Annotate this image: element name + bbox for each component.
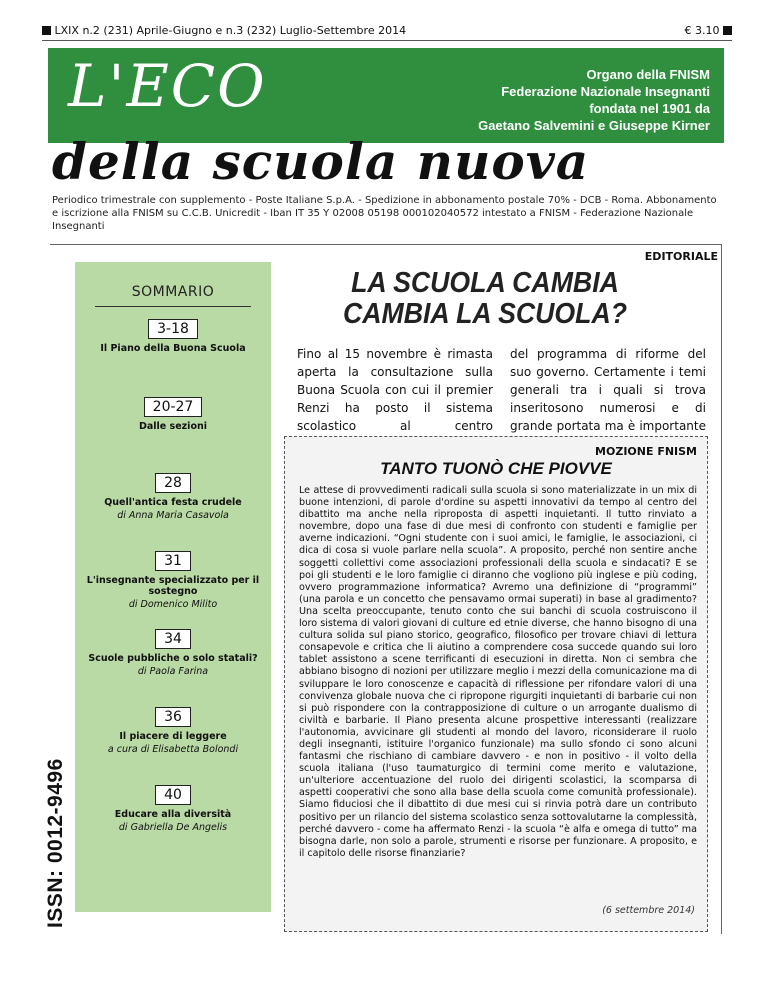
header-rule	[42, 40, 732, 41]
toc-item[interactable]	[75, 472, 271, 521]
toc-item[interactable]	[75, 550, 271, 610]
toc-author: di Domenico Milito	[128, 599, 218, 610]
issue-info	[42, 24, 406, 37]
editorial-column: Fino al 15 novembre è rimasta aperta la consultazione sulla Buona Scuola con cui il premier Renzi ha posto il sistema scolastico al centro	[297, 347, 493, 433]
toc-title: L'insegnante specializzato per il sostegno	[86, 575, 260, 597]
toc-heading: SOMMARIO	[131, 284, 215, 300]
toc-title: Il Piano della Buona Scuola	[100, 343, 246, 354]
organ-description	[478, 66, 710, 134]
toc-page-number: 36	[155, 707, 191, 727]
editorial-headline	[301, 268, 669, 330]
mozione-box	[284, 436, 708, 932]
mozione-tag: MOZIONE FNISM	[595, 445, 697, 458]
publication-notice: Periodico trimestrale con supplemento - Poste Italiane S.p.A. - Spedizione in abbonamento postale 70% - DCB - Roma. Abbonamento e iscrizione alla FNISM su C.C.B. Unicredit - Iban IT 35 Y 02008 05198 000102040572 intestato a FNISM - Federazione Nazionale Insegnanti	[52, 195, 717, 232]
toc-divider	[95, 306, 251, 307]
headline-line: LA SCUOLA CAMBIA	[351, 267, 619, 299]
toc-author: di Anna Maria Casavola	[117, 510, 229, 521]
organ-line: fondata nel 1901 da	[589, 101, 710, 116]
toc-title: Educare alla diversità	[114, 809, 232, 820]
toc-page-number: 20-27	[144, 397, 203, 417]
square-bullet-icon	[723, 26, 732, 35]
headline-line: CAMBIA LA SCUOLA?	[342, 298, 628, 330]
issue-text: LXIX n.2 (231) Aprile-Giugno e n.3 (232) Luglio-Settembre 2014	[54, 24, 407, 37]
toc-page-number: 31	[155, 551, 191, 571]
toc-title: Dalle sezioni	[139, 421, 207, 432]
square-bullet-icon	[42, 26, 51, 35]
editorial-tag: EDITORIALE	[644, 250, 718, 263]
toc-title: Il piacere di leggere	[119, 731, 227, 742]
toc-item[interactable]	[75, 318, 271, 354]
masthead-subtitle: della scuola nuova	[52, 132, 590, 191]
toc-item[interactable]	[75, 706, 271, 755]
toc-page-number: 34	[155, 629, 191, 649]
organ-line: Federazione Nazionale Insegnanti	[501, 84, 710, 99]
price-info	[685, 24, 733, 37]
masthead-title: L'ECO	[68, 52, 267, 120]
toc-author: a cura di Elisabetta Bolondi	[107, 744, 239, 755]
issue-bar	[42, 24, 732, 40]
mozione-body: Le attese di provvedimenti radicali sulla scuola si sono materializzate in un mix di buone intenzioni, di parole d'ordine su aspetti innovativi da tempo al centro del dibattito ma anche nella riproposta di aspetti inquietanti. Il tutto rinviato a novembre, dopo una fase di due mesi di confronto con studenti e famiglie per averne indicazioni. “Ogni studente con i suoi amici, le famiglie, le associazioni, ci dica di cosa si vuole parlare nella scuola”. A proposito, perché non sentire anche soggetti collettivi come associazioni professionali della scuola e sindacati? E se poi gli studenti e le loro famiglie ci diranno che vogliono più inglese e più coding, ovvero programmazione informatica? Avremo una definizione di “programmi” (una parola e un concetto che pensavamo ormai superati) in base al gradimento? Una scelta preoccupante, tenuto conto che sui banchi di scuola costruiscono il loro sistema di valori giovani di culture ed etnie diverse, che hanno bisogno di una cultura solida sul piano storico, geografico, filosofico per trovare chiavi di lettura consapevole e critica che li aiutino a comprendere cosa succede quando sui loro tablet assistono a scene terrificanti di esecuzioni in diretta. Non ci sembra che abbiano bisogno di nozioni per utilizzare meglio i mezzi della comunicazione ma di sviluppare le loro conoscenze e capacità di riflessione per rifondare valori di una convivenza globale nuova che ci ripropone rigurgiti inquietanti di barbarie cui non si può rispondere con la contrapposizione di culture o un arrogante dualismo di civiltà e barbarie. Il Piano presenta alcune prospettive interessanti (realizzare l'autonomia, avvicinare gli studenti al mondo del lavoro, riconsiderare il ruolo degli insegnanti, istituire l'organico funzionale) ma sullo sfondo ci sono alcuni fantasmi che rischiano di cambiare davvero - e non in positivo - il volto della scuola italiana (l'uso taumaturgico di termini come merito e valutazione, un'ulteriore accentuazione del ruolo dei dirigenti scolastici, la scomparsa di aspetti cooperativi che sono alla base della scuola come comunità professionale). Siamo fiduciosi che il dibattito di due mesi cui si rinvia potrà dare un contributo positivo per un rilancio del sistema scolastico senza sottovalutarne la complessità, perché davvero - come ha affermato Renzi - la scuola “è alfa e omega di tutto” ma bisogna darle, non solo a parole, strumenti e risorse per funzionare. A proposito, e il capitolo delle risorse finanziarie?	[299, 485, 697, 859]
mozione-date: (6 settembre 2014)	[602, 905, 695, 916]
toc-author: di Paola Farina	[137, 666, 209, 677]
organ-line: Gaetano Salvemini e Giuseppe Kirner	[478, 118, 710, 133]
table-of-contents	[75, 262, 271, 912]
toc-page-number: 3-18	[148, 319, 198, 339]
toc-title: Quell'antica festa crudele	[104, 497, 242, 508]
toc-title: Scuole pubbliche o solo statali?	[88, 653, 258, 664]
price-text: € 3.10	[684, 24, 720, 37]
toc-item[interactable]	[75, 396, 271, 432]
organ-line: Organo della FNISM	[586, 67, 710, 82]
masthead	[48, 48, 724, 191]
toc-item[interactable]	[75, 628, 271, 677]
toc-author: di Gabriella De Angelis	[118, 822, 228, 833]
toc-page-number: 28	[155, 473, 191, 493]
mozione-title: TANTO TUONÒ CHE PIOVVE	[380, 459, 612, 478]
issn-label: ISSN: 0012-9496	[44, 758, 67, 928]
toc-item[interactable]	[75, 784, 271, 833]
toc-page-number: 40	[155, 785, 191, 805]
editorial-column: del programma di riforme del suo governo. Certamente i temi generali tra i quali si trova inseritosono numerosi e di grande portata ma è importante	[510, 347, 706, 433]
